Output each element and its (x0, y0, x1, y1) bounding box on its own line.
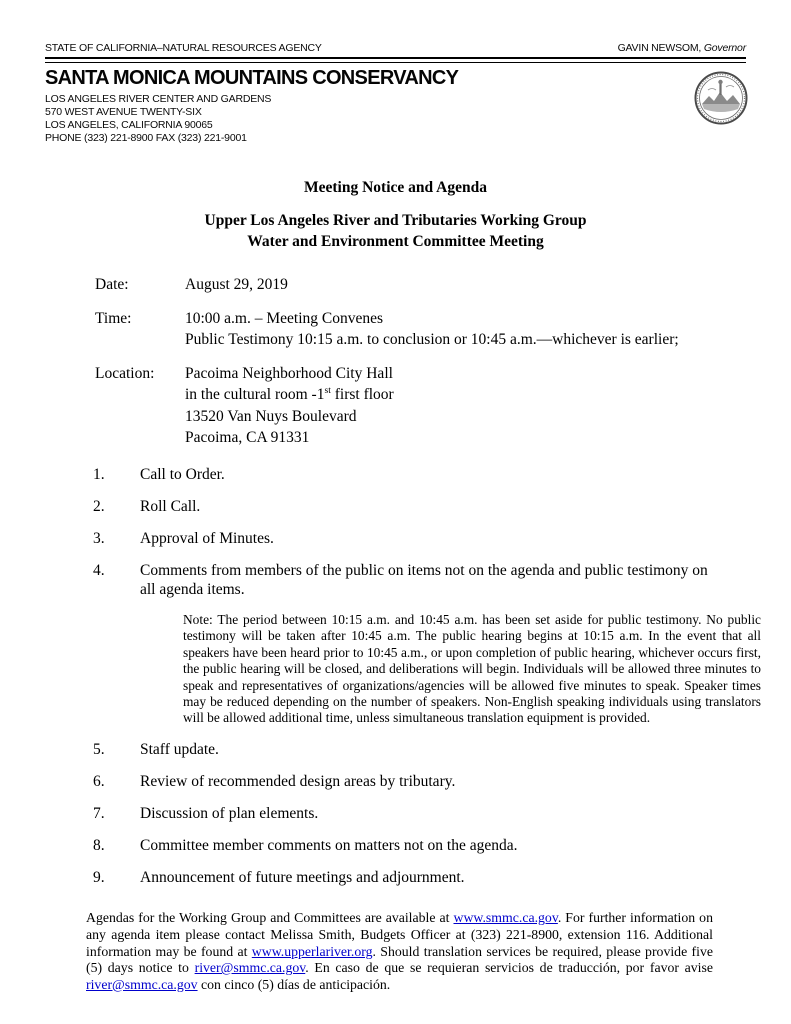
letterhead-divider (45, 57, 746, 63)
date-value: August 29, 2019 (185, 276, 288, 293)
location-line3: 13520 Van Nuys Boulevard (185, 407, 357, 425)
org-address-line1: LOS ANGELES RIVER CENTER AND GARDENS (45, 93, 272, 105)
agenda-item (93, 868, 746, 888)
location-line4: Pacoima, CA 91331 (185, 429, 310, 446)
agenda-list (93, 465, 761, 888)
agenda-item-number: 2. (93, 497, 105, 515)
upperlariver-website-link[interactable]: www.upperlariver.org (251, 943, 373, 959)
agenda-item-text: Comments from members of the public on items not on the agenda and public testimony on all agenda items. (140, 561, 708, 598)
public-testimony-note: Note: The period between 10:15 a.m. and 10:45 a.m. has been set aside for public testimony. No public testimony will be taken after 10:45 a.m. The public hearing begins at 10:15 a.m. In the event that all speakers have been heard prior to 10:45 a.m., or upon completion of public hearing, whichever occurs first, the public hearing will be closed, and deliberations will begin. Individuals will be allowed three minutes to speak and representatives of organizations/agencies will be allowed five minutes to speak. Speaker times may be reduced depending on the number of speakers. Non-English speaking individuals using translators will be allowed additional time, unless simultaneous translation equipment is provided. (183, 612, 761, 726)
conservancy-seal-icon (694, 71, 748, 125)
location-line2-post: first floor (330, 386, 394, 403)
agenda-item (93, 465, 746, 485)
time-row (95, 308, 731, 351)
org-address-line2: 570 WEST AVENUE TWENTY-SIX (45, 106, 202, 118)
agenda-item (93, 740, 746, 760)
working-group-line: Upper Los Angeles River and Tributaries Working Group (204, 212, 587, 229)
date-label: Date: (95, 276, 129, 293)
agency-line: STATE OF CALIFORNIA–NATURAL RESOURCES AGENCY (45, 42, 322, 54)
river-email-link-spanish[interactable]: river@smmc.ca.gov (86, 976, 198, 992)
agenda-item-number: 9. (93, 868, 105, 886)
footer-paragraph (86, 910, 713, 993)
agenda-item-number: 3. (93, 529, 105, 547)
river-email-link[interactable]: river@smmc.ca.gov (194, 960, 306, 976)
agenda-item-text: Approval of Minutes. (140, 529, 274, 547)
agenda-item-text: Committee member comments on matters not on the agenda. (140, 836, 518, 854)
org-address-line4: PHONE (323) 221-8900 FAX (323) 221-9001 (45, 132, 247, 144)
agenda-item-number: 4. (93, 561, 105, 579)
location-line2-pre: in the cultural room -1 (185, 386, 325, 403)
governor-title: Governor (703, 42, 746, 54)
smmc-website-link[interactable]: www.smmc.ca.gov (453, 910, 558, 926)
org-address (45, 93, 746, 145)
agenda-item-number: 7. (93, 804, 105, 822)
agenda-item (93, 529, 746, 549)
location-label: Location: (95, 364, 155, 382)
meeting-group-title (0, 210, 791, 252)
footer-text: . For further information on any agenda item please contact Melissa Smith, Budgets Officer at (323) 221-8900, extension 116. Additional information may be found at (86, 910, 713, 959)
agenda-item (93, 561, 746, 600)
org-name: SANTA MONICA MOUNTAINS CONSERVANCY (45, 67, 459, 89)
agenda-item (93, 497, 746, 517)
footer-text: . En caso de que se requieran servicios de traducción, por favor avise (305, 960, 714, 976)
time-line2: Public Testimony 10:15 a.m. to conclusion or 10:45 a.m.—whichever is earlier; (185, 331, 679, 348)
governor-name: GAVIN NEWSOM, (617, 42, 704, 54)
org-address-line3: LOS ANGELES, CALIFORNIA 90065 (45, 119, 213, 131)
agenda-item-number: 1. (93, 465, 105, 483)
agenda-item-text: Review of recommended design areas by tributary. (140, 772, 456, 790)
agenda-item-number: 5. (93, 740, 105, 758)
agenda-item-text: Staff update. (140, 740, 219, 758)
governor-line (618, 42, 746, 54)
document-title: Meeting Notice and Agenda (304, 179, 487, 196)
letterhead-org-row (45, 67, 746, 145)
footer-text: Agendas for the Working Group and Committees are available at (86, 910, 454, 926)
time-line1: 10:00 a.m. – Meeting Convenes (185, 309, 384, 327)
agenda-item-text: Announcement of future meetings and adjournment. (140, 868, 465, 886)
title-block (0, 179, 791, 252)
agenda-item-number: 6. (93, 772, 105, 790)
location-line2-ordinal: st (324, 384, 331, 396)
letterhead (45, 42, 746, 145)
location-row (95, 363, 731, 449)
location-line2 (185, 384, 731, 406)
footer-text: . Should translation services be required, please provide five (5) days notice to (86, 943, 713, 976)
footer-text: con cinco (5) días de anticipación. (197, 976, 391, 992)
letterhead-top-row (45, 42, 746, 54)
location-value (185, 363, 731, 449)
time-value (185, 308, 731, 351)
agenda-item (93, 772, 746, 792)
agenda-item (93, 804, 746, 824)
committee-line: Water and Environment Committee Meeting (247, 233, 544, 250)
location-line1: Pacoima Neighborhood City Hall (185, 364, 393, 382)
agenda-item-text: Roll Call. (140, 497, 201, 515)
agenda-item (93, 836, 746, 856)
time-label: Time: (95, 309, 132, 327)
agenda-item-text: Discussion of plan elements. (140, 804, 319, 822)
agenda-item-number: 8. (93, 836, 105, 854)
meeting-details (95, 274, 731, 449)
agenda-item-text: Call to Order. (140, 465, 225, 483)
date-row (95, 274, 731, 296)
